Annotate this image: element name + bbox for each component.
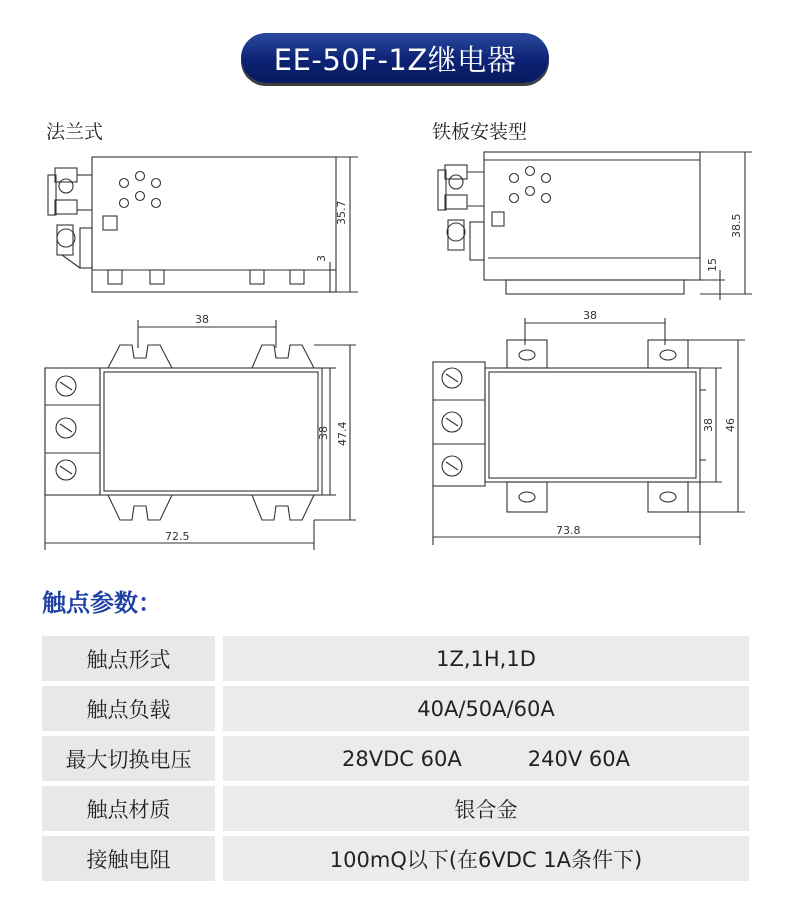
plate-top-view — [433, 309, 745, 545]
spec-value: 100mQ以下(在6VDC 1A条件下) — [223, 836, 749, 881]
spec-key: 触点负载 — [42, 686, 215, 731]
table-row — [42, 786, 749, 831]
dim-left-top-inner: 38 — [317, 426, 330, 440]
flange-top-view — [45, 313, 356, 550]
spec-key: 最大切换电压 — [42, 736, 215, 781]
dim-left-top-outer: 47.4 — [336, 421, 349, 446]
page-title: EE-50F-1Z继电器 — [273, 42, 517, 77]
spec-key: 触点材质 — [42, 786, 215, 831]
spec-key: 接触电阻 — [42, 836, 215, 881]
dim-right-total-width: 73.8 — [556, 524, 581, 537]
table-row — [42, 636, 749, 681]
plate-mount-type-label: 铁板安装型 — [432, 121, 528, 143]
spec-key: 触点形式 — [42, 636, 215, 681]
dim-left-total-width: 72.5 — [165, 530, 190, 543]
spec-value: 40A/50A/60A — [223, 686, 749, 731]
dim-left-side-height: 35.7 — [335, 200, 348, 225]
dim-left-side-small: 3 — [315, 255, 328, 262]
spec-value: 银合金 — [223, 786, 749, 831]
section-title: 触点参数： — [42, 589, 162, 617]
spec-value-dc: 28VDC 60A — [342, 746, 462, 771]
dim-right-side-small: 15 — [706, 258, 719, 272]
dim-right-top-width: 38 — [583, 309, 597, 322]
dim-right-top-inner: 38 — [702, 418, 715, 432]
spec-value — [223, 736, 749, 781]
table-row — [42, 836, 749, 881]
table-row — [42, 686, 749, 731]
flange-type-label: 法兰式 — [46, 121, 104, 143]
dim-left-top-width: 38 — [195, 313, 209, 326]
spec-value-ac: 240V 60A — [527, 746, 630, 771]
dim-right-side-height: 38.5 — [730, 213, 743, 238]
spec-table — [42, 636, 749, 886]
spec-value: 1Z,1H,1D — [223, 636, 749, 681]
table-row — [42, 736, 749, 781]
plate-side-view — [438, 152, 752, 300]
dim-right-top-outer: 46 — [724, 418, 737, 432]
flange-side-view — [48, 157, 358, 292]
